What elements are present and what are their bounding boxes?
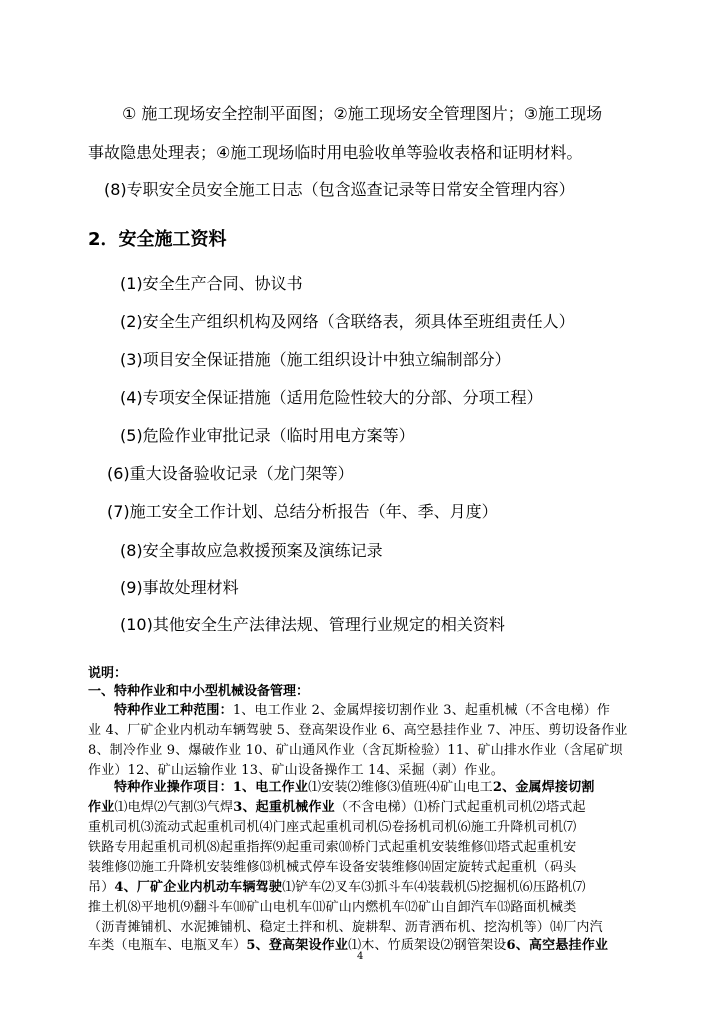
ops-line-5: 装维修⑿施工升降机安装维修⒀机械式停车设备安装维修⒁固定旋转式起重机（码头 xyxy=(88,860,577,875)
intro-line-1: ① 施工现场安全控制平面图；②施工现场安全管理图片；③施工现场 xyxy=(122,104,603,123)
notes-label: 说明： xyxy=(88,666,128,681)
ops-line-4: 铁路专用起重机司机⑻起重指挥⑼起重司索⑽桥门式起重机安装维修⑾塔式起重机安 xyxy=(88,840,577,855)
ops-line-3: 重机司机⑶流动式起重机司机⑷门座式起重机司机⑸卷扬机司机⑹施工升降机司机⑺ xyxy=(88,820,577,835)
ops-category: 6、高空悬挂作业 xyxy=(506,938,609,953)
list-item: (2)安全生产组织机构及网络（含联络表，须具体至班组责任人） xyxy=(120,312,575,331)
ops-text: 吊） xyxy=(88,880,115,895)
list-item: (10)其他安全生产法律法规、管理行业规定的相关资料 xyxy=(120,615,505,634)
ops-category: 2、金属焊接切割 xyxy=(492,780,595,795)
list-item: (3)项目安全保证措施（施工组织设计中独立编制部分） xyxy=(120,350,511,369)
ops-text: 车类（电瓶车、电瓶叉车） xyxy=(88,938,247,953)
ops-category: 1、电工作业 xyxy=(232,780,309,795)
page-number: 4 xyxy=(357,951,364,962)
intro-line-2: 事故隐患处理表；④施工现场临时用电验收单等验收表格和证明材料。 xyxy=(88,143,583,162)
scope-line-2: 业 4、厂矿企业内机动车辆驾驶 5、登高架设作业 6、高空悬挂作业 7、冲压、剪切设备作业 xyxy=(88,723,628,738)
notes-subheading: 一、特种作业和中小型机械设备管理： xyxy=(88,684,310,699)
scope-line-3: 8、制冷作业 9、爆破作业 10、矿山通风作业（含瓦斯检验）11、矿山排水作业（含尾矿坝 xyxy=(88,743,623,758)
ops-text: ⑴安装⑵维修⑶值班⑷矿山电工 xyxy=(308,780,493,795)
ops-line-7: 推土机⑻平地机⑼翻斗车⑽矿山电机车⑾矿山内燃机车⑿矿山自卸汽车⒀路面机械类 xyxy=(88,900,577,915)
intro-line-3: (8)专职安全员安全施工日志（包含巡查记录等日常安全管理内容） xyxy=(104,180,575,199)
list-item: (1)安全生产合同、协议书 xyxy=(120,274,303,293)
scope-title: 特种作业工种范围： xyxy=(114,703,233,718)
list-item: (5)危险作业审批记录（临时用电方案等） xyxy=(120,426,415,445)
ops-line-9 xyxy=(88,934,608,953)
ops-text: ⑴木、竹质架设⑵钢管架设 xyxy=(348,938,507,953)
ops-line-1 xyxy=(114,776,595,795)
ops-category: 3、起重机械作业 xyxy=(233,800,335,815)
scope-line-1 xyxy=(114,699,610,718)
ops-text: ⑴电焊⑵气割⑶气焊 xyxy=(114,800,234,815)
list-item: (4)专项安全保证措施（适用危险性较大的分部、分项工程） xyxy=(120,388,543,407)
ops-category: 4、厂矿企业内机动车辆驾驶 xyxy=(114,880,283,895)
list-item: (8)安全事故应急救援预案及演练记录 xyxy=(120,541,383,560)
ops-line-8: （沥青摊铺机、水泥摊铺机、稳定土拌和机、旋耕犁、沥青洒布机、挖沟机等）⒁厂内汽 xyxy=(88,920,603,935)
list-item: (9)事故处理材料 xyxy=(120,578,239,597)
ops-category: 5、登高架设作业 xyxy=(246,938,349,953)
scope-line-4: 作业）12、矿山运输作业 13、矿山设备操作工 14、采掘（剥）作业。 xyxy=(88,763,504,778)
ops-title: 特种作业操作项目： xyxy=(114,780,233,795)
ops-line-2 xyxy=(88,796,586,815)
ops-text: （不含电梯）⑴桥门式起重机司机⑵塔式起 xyxy=(334,800,586,815)
scope-text: 1、电工作业 2、金属焊接切割作业 3、起重机械（不含电梯）作 xyxy=(232,703,611,718)
list-item: (7)施工安全工作计划、总结分析报告（年、季、月度） xyxy=(107,502,498,521)
list-item: (6)重大设备验收记录（龙门架等） xyxy=(107,464,354,483)
ops-line-6 xyxy=(88,876,586,895)
ops-text: ⑴铲车⑵叉车⑶抓斗车⑷装载机⑸挖掘机⑹压路机⑺ xyxy=(282,880,586,895)
section-heading: 2．安全施工资料 xyxy=(88,229,227,250)
ops-category: 作业 xyxy=(88,800,115,815)
